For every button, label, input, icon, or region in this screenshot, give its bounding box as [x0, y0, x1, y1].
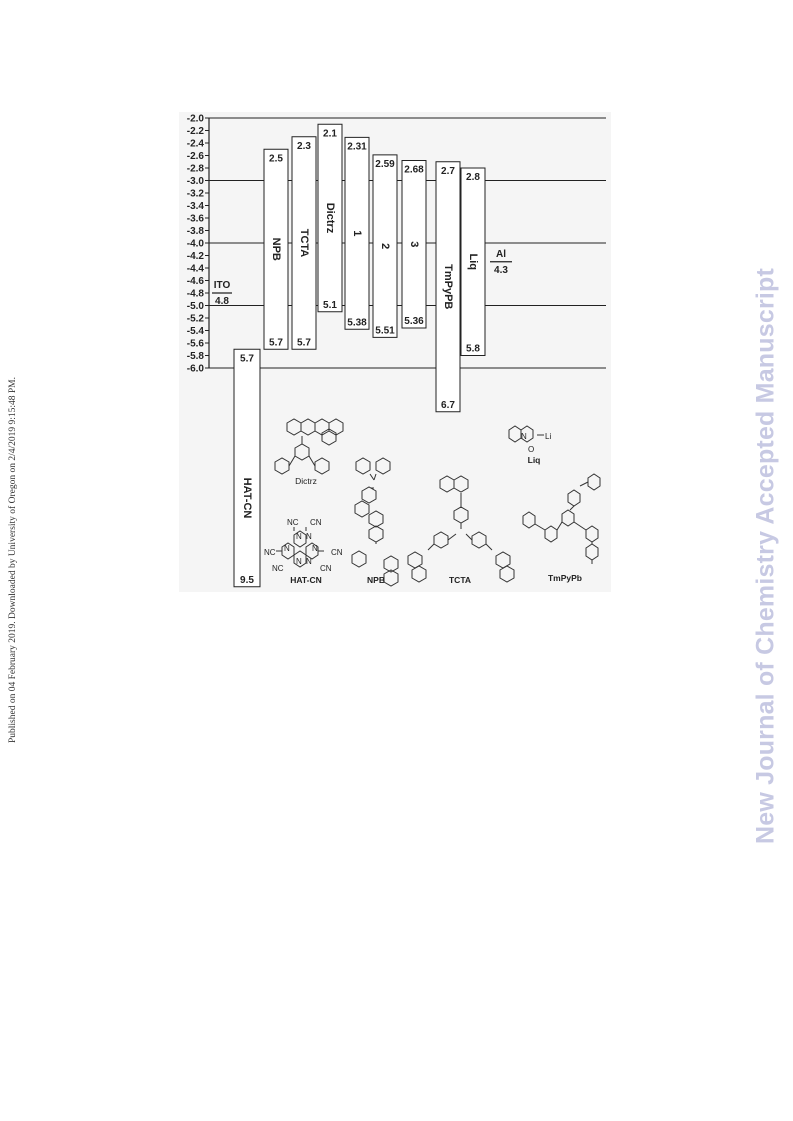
homo-label: 9.5 [240, 574, 254, 586]
work-function-label: 4.8 [215, 296, 229, 307]
y-tick-label: -2.2 [186, 126, 204, 137]
work-function-label: 4.3 [494, 264, 508, 276]
layer-name: 2 [379, 243, 392, 250]
y-tick-label: -2.8 [186, 163, 204, 175]
hat-cn-n2-label: N [306, 532, 312, 541]
dictrz-structure-name: Dictrz [295, 476, 317, 486]
y-tick-label: -4.2 [186, 251, 204, 262]
lumo-label: 2.31 [347, 141, 367, 153]
y-tick-label: -4.8 [186, 288, 204, 300]
hat-cn-structure-name: HAT-CN [290, 575, 322, 585]
download-notice-text: Published on 04 February 2019. Downloaded by University of Oregon on 2/4/2019 9:15:48 PM. [8, 377, 18, 743]
lumo-label: 2.59 [375, 158, 395, 170]
lumo-label: 2.8 [466, 172, 480, 183]
npb-structure-name: NPB [367, 575, 385, 585]
lumo-label: 2.3 [297, 140, 311, 152]
y-tick-label: -4.0 [186, 238, 204, 250]
lumo-label: 2.7 [441, 165, 455, 177]
lumo-label: 2.5 [269, 153, 283, 165]
y-tick-label: -3.2 [186, 188, 204, 200]
y-tick-label: -4.6 [186, 276, 204, 287]
y-tick-label: -5.6 [186, 338, 204, 350]
liq-structure-name: Liq [527, 455, 541, 465]
homo-label: 5.8 [466, 343, 480, 355]
y-tick-label: -5.2 [186, 313, 204, 325]
layer-name: TCTA [298, 228, 311, 258]
hat-cn-nc-left-label: NC [264, 548, 276, 557]
layer-name: HAT-CN [241, 477, 254, 519]
y-tick-label: -5.4 [186, 326, 204, 337]
electrode-name: Al [496, 248, 506, 260]
hat-cn-n4-label: N [312, 544, 318, 553]
layer-name: 1 [351, 230, 364, 237]
layer-2 [373, 155, 397, 338]
y-tick-label: -6.0 [186, 363, 204, 375]
homo-label: 5.7 [269, 337, 283, 349]
homo-label: 5.1 [323, 299, 337, 311]
journal-watermark-text: New Journal of Chemistry Accepted Manuscript [751, 267, 780, 845]
energy-bar [234, 349, 260, 587]
y-tick-label: -3.4 [186, 201, 204, 212]
electrode-name: ITO [213, 280, 231, 291]
hat-cn-n3-label: N [284, 544, 290, 553]
hat-cn-cn-top-label: CN [310, 518, 322, 527]
y-tick-label: -2.0 [186, 113, 204, 125]
homo-label: 5.7 [297, 337, 311, 349]
layer-npb [264, 149, 288, 349]
lumo-label: 5.7 [240, 353, 254, 365]
layer-name: NPB [270, 237, 283, 261]
lumo-label: 2.1 [323, 128, 337, 140]
y-tick-label: -4.4 [186, 263, 204, 275]
hat-cn-cn-right-label: CN [331, 548, 343, 557]
homo-label: 5.51 [375, 325, 395, 337]
layer-3 [402, 161, 426, 329]
layer-liq [461, 168, 485, 356]
homo-label: 5.38 [347, 317, 367, 329]
lumo-label: 2.68 [404, 164, 424, 176]
y-tick-label: -5.0 [186, 301, 204, 312]
y-tick-label: -3.0 [186, 176, 204, 187]
hat-cn-cn-bottom-label: CN [320, 564, 332, 573]
layer-tmpypb [436, 162, 460, 412]
tmpypb-structure-name: TmPyPb [547, 573, 583, 583]
liq-li-label: Li [545, 432, 552, 441]
layer-name: Dictrz [324, 202, 337, 234]
y-tick-label: -5.8 [186, 351, 204, 362]
hat-cn-nc-top-label: NC [287, 518, 299, 527]
layer-name: 3 [408, 241, 421, 248]
liq-o-label: O [528, 445, 535, 454]
hat-cn-n6-label: N [306, 557, 312, 566]
layer-name: Liq [467, 253, 480, 270]
homo-label: 6.7 [441, 399, 455, 411]
layer-hat-cn [234, 349, 260, 587]
hat-cn-n1-label: N [296, 532, 302, 541]
homo-label: 5.36 [404, 316, 424, 327]
y-tick-label: -3.8 [186, 226, 204, 237]
layer-name: TmPyPB [442, 264, 455, 310]
y-tick-label: -3.6 [186, 213, 204, 225]
y-tick-label: -2.4 [186, 138, 204, 150]
hat-cn-n5-label: N [296, 557, 302, 566]
layer-dictrz [318, 124, 342, 312]
tcta-structure-name: TCTA [448, 575, 472, 585]
y-tick-label: -2.6 [186, 151, 204, 162]
hat-cn-nc-bottom-label: NC [272, 564, 284, 573]
layer-1 [345, 137, 369, 329]
liq-n-label: N [521, 432, 527, 441]
layer-tcta [292, 137, 316, 350]
